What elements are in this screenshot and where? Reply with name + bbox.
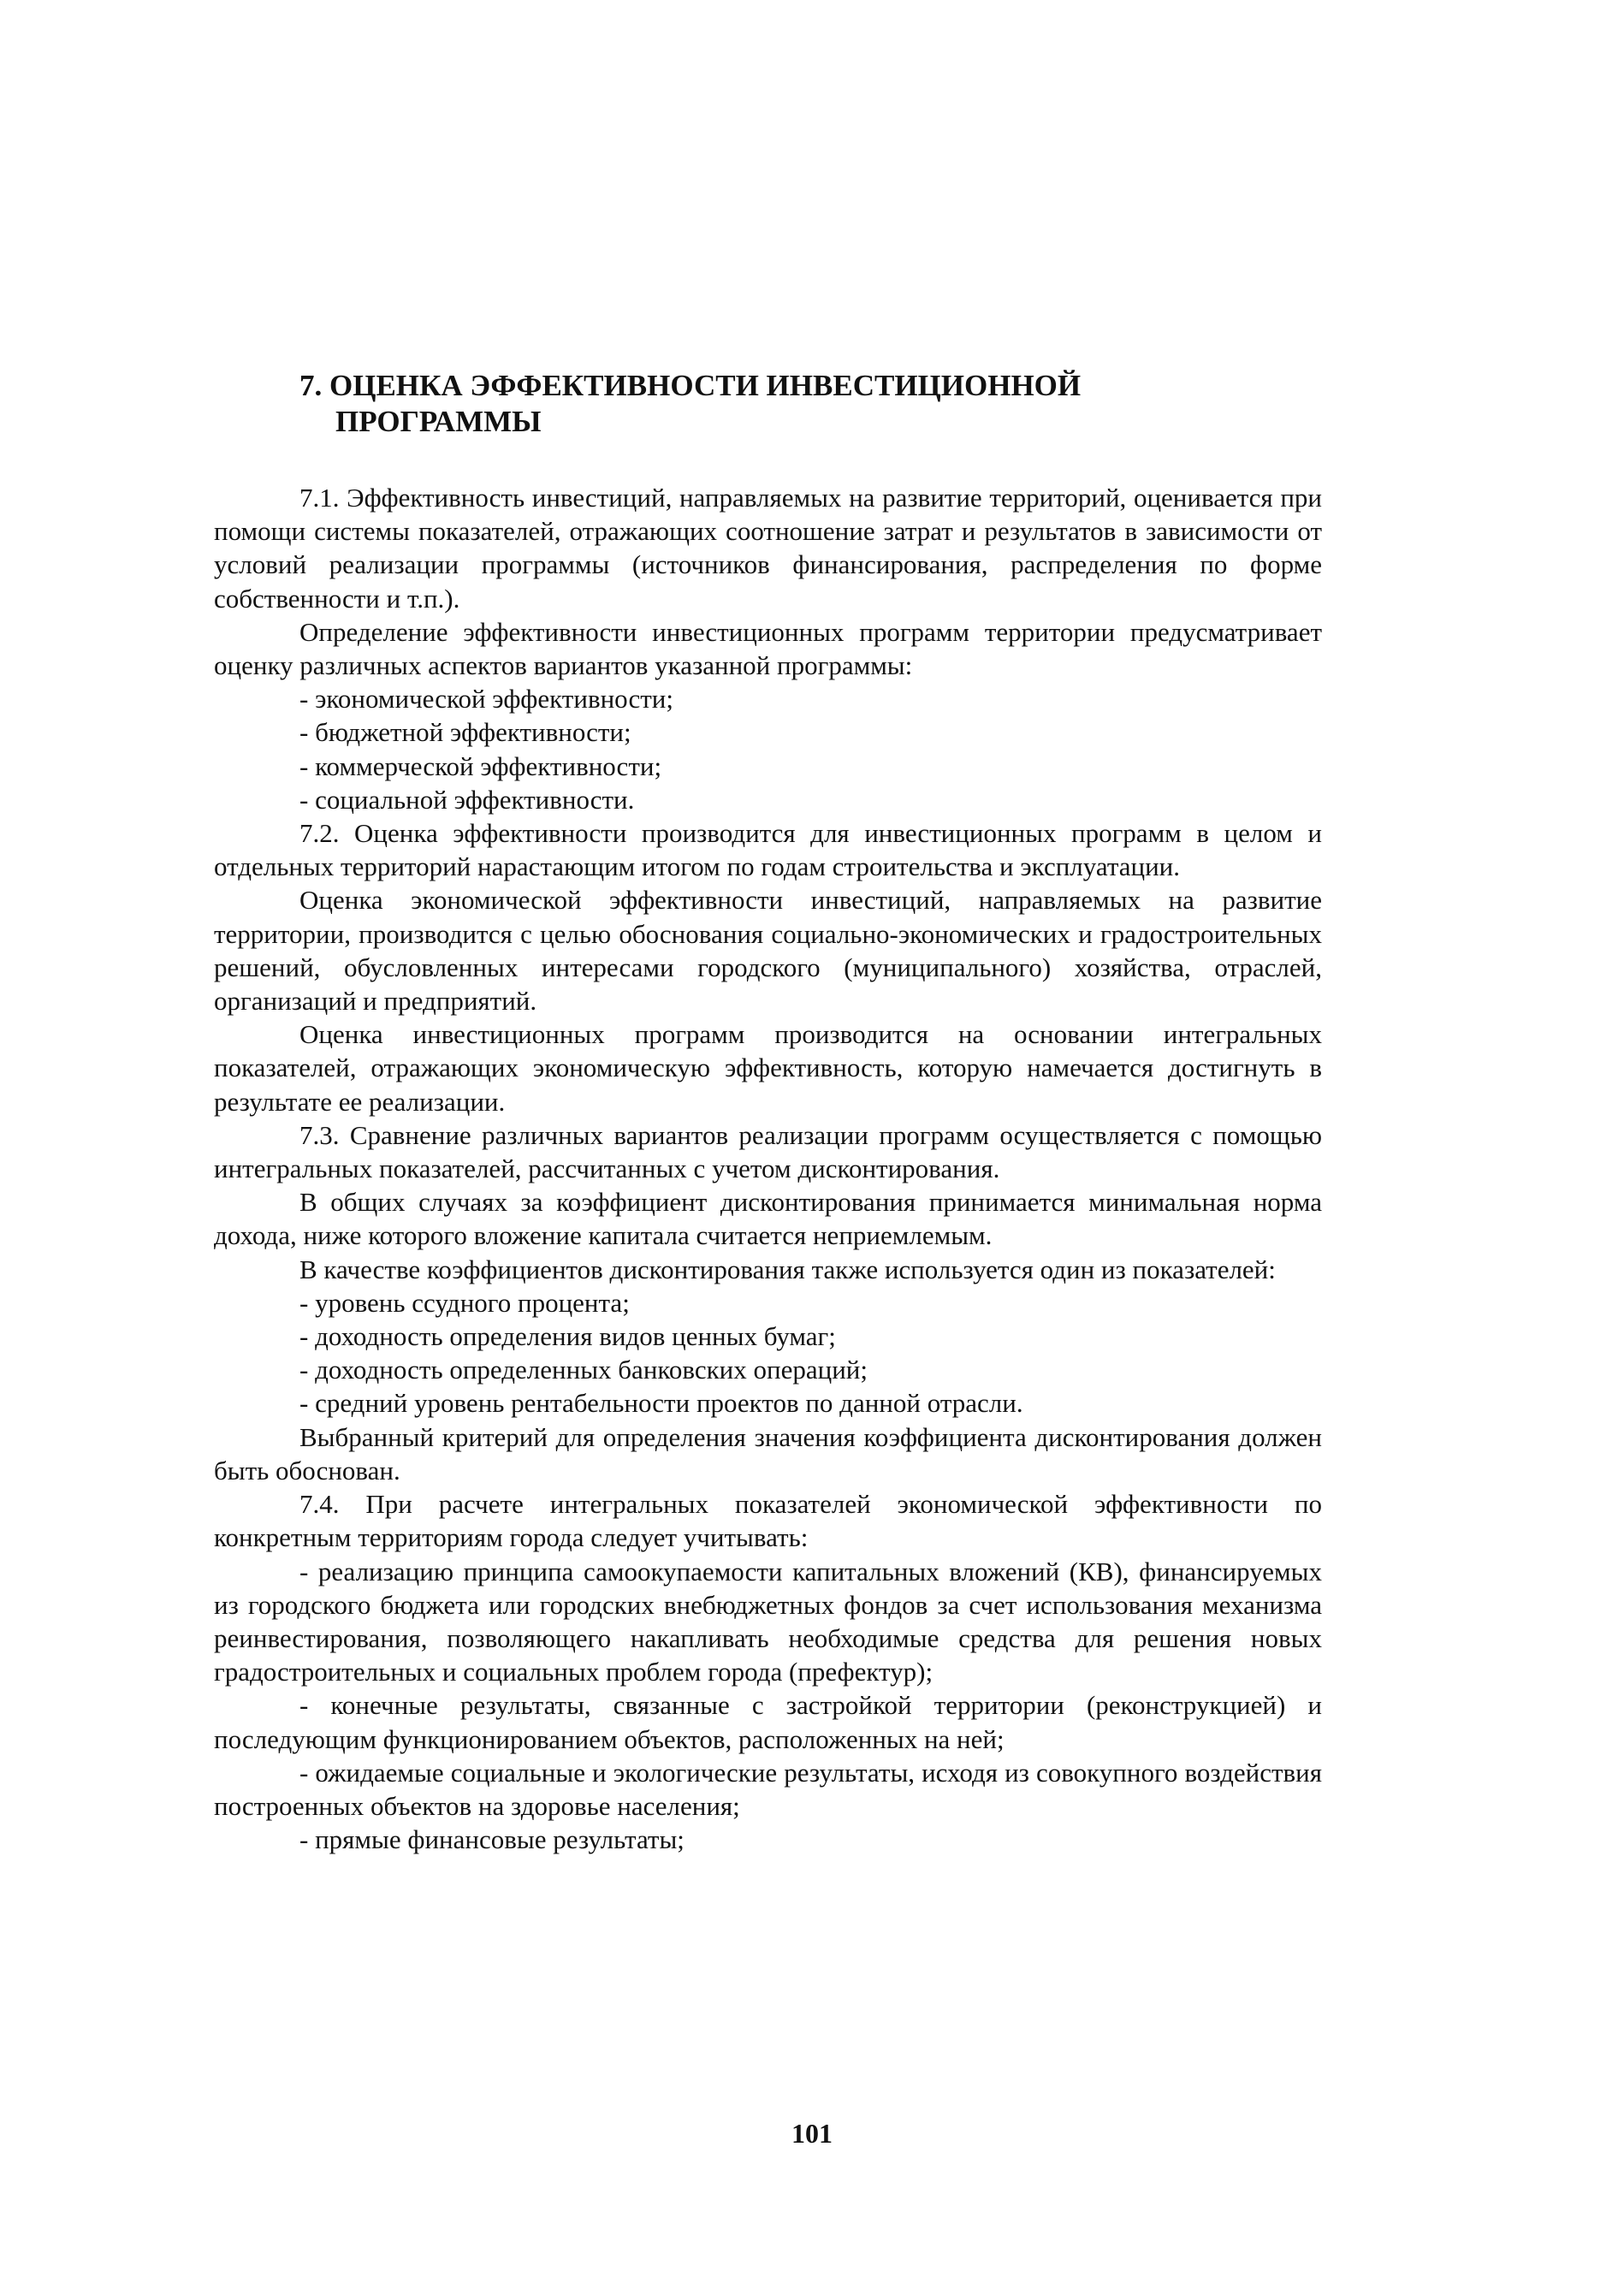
section-body: [214, 481, 1322, 1856]
list-item-banking-yield: - доходность определенных банковских операций;: [299, 1355, 868, 1385]
page-content: [214, 368, 1322, 1856]
page-number: 101: [791, 2118, 833, 2149]
list-item-final-results: - конечные результаты, связанные с застройкой территории (реконструкцией) и последующим функционированием объектов, расположенных на ней;: [214, 1690, 1322, 1754]
paragraph-7-4: 7.4. При расчете интегральных показателей экономической эффективности по конкретным территориям города следует учитывать:: [214, 1489, 1322, 1553]
paragraph-7-2: 7.2. Оценка эффективности производится для инвестиционных программ в целом и отдельных территорий нарастающим итогом по годам строительства и эксплуатации.: [214, 818, 1322, 882]
list-item-social-ecological: - ожидаемые социальные и экологические результаты, исходя из совокупного воздействия построенных объектов на здоровье населения;: [214, 1757, 1322, 1821]
paragraph-7-3: 7.3. Сравнение различных вариантов реализации программ осуществляется с помощью интегральных показателей, рассчитанных с учетом дисконтирования.: [214, 1119, 1322, 1184]
list-item-economic: - экономической эффективности;: [299, 684, 673, 715]
heading-line-1: 7. ОЦЕНКА ЭФФЕКТИВНОСТИ ИНВЕСТИЦИОННОЙ: [299, 369, 1082, 402]
heading-line-2: ПРОГРАММЫ: [335, 405, 542, 438]
list-item-securities-yield: - доходность определения видов ценных бумаг;: [299, 1321, 836, 1352]
paragraph-criterion: Выбранный критерий для определения значения коэффициента дисконтирования должен быть обоснован.: [214, 1421, 1322, 1486]
list-item-budget: - бюджетной эффективности;: [299, 717, 631, 748]
paragraph-7-1: 7.1. Эффективность инвестиций, направляемых на развитие территорий, оценивается при помощи системы показателей, отражающих соотношение затрат и результатов в зависимости от условий реализации программы (источников финансирования, распределения по форме собственности и т.п.).: [214, 483, 1322, 614]
list-item-loan-interest: - уровень ссудного процента;: [299, 1287, 630, 1318]
list-item-direct-financial: - прямые финансовые результаты;: [299, 1824, 685, 1855]
paragraph-program-assessment: Оценка инвестиционных программ производится на основании интегральных показателей, отражающих экономическую эффективность, которую намечается достигнуть в результате ее реализации.: [214, 1019, 1322, 1117]
section-heading: [299, 368, 1322, 440]
list-item-social: - социальной эффективности.: [299, 784, 635, 815]
paragraph-discount-general: В общих случаях за коэффициент дисконтирования принимается минимальная норма дохода, ниже которого вложение капитала считается неприемлемым.: [214, 1187, 1322, 1251]
paragraph-efficiency-intro: Определение эффективности инвестиционных программ территории предусматривает оценку различных аспектов вариантов указанной программы:: [214, 616, 1322, 681]
paragraph-discount-indicators: В качестве коэффициентов дисконтирования также используется один из показателей:: [299, 1254, 1276, 1284]
list-item-commercial: - коммерческой эффективности;: [299, 750, 662, 781]
paragraph-economic-assessment: Оценка экономической эффективности инвестиций, направляемых на развитие территории, производится с целью обоснования социально-экономических и градостроительных решений, обусловленных интересами городского (муниципального) хозяйства, отраслей, организаций и предприятий.: [214, 885, 1322, 1017]
list-item-profitability: - средний уровень рентабельности проектов по данной отрасли.: [299, 1388, 1023, 1419]
list-item-self-financing: - реализацию принципа самоокупаемости капитальных вложений (КВ), финансируемых из городского бюджета или городских внебюджетных фондов за счет использования механизма реинвестирования, позволяющего накапливать необходимые средства для решения новых градостроительных и социальных проблем города (префектур);: [214, 1556, 1322, 1687]
